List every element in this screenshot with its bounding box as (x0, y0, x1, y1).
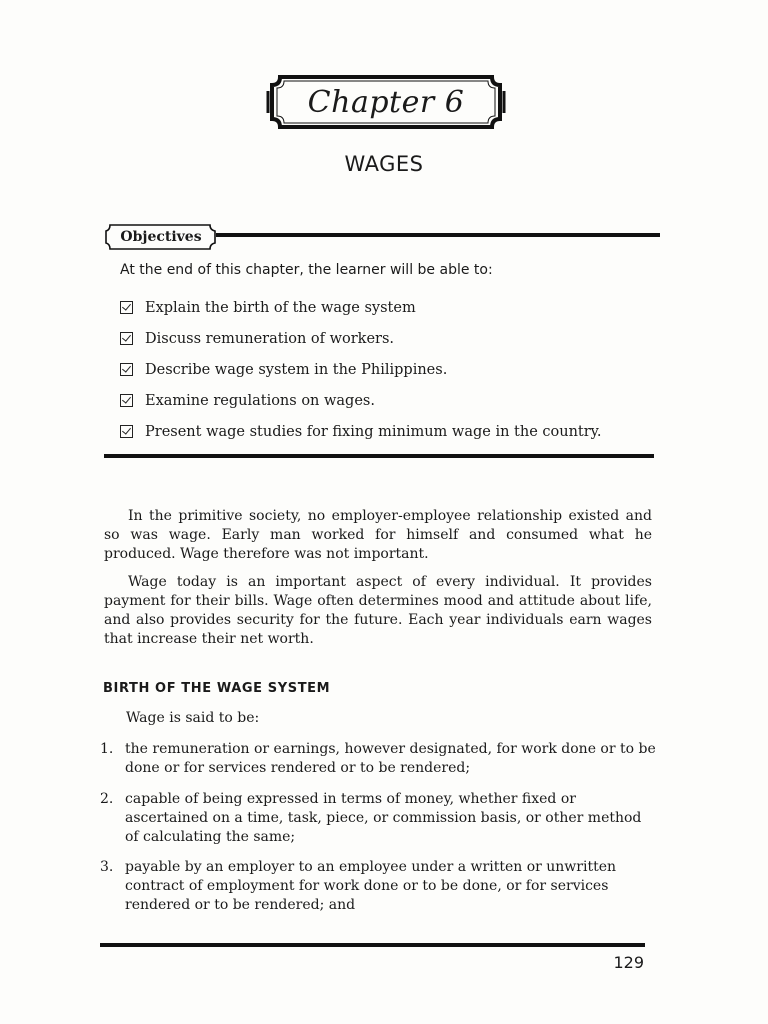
definition-item (100, 740, 656, 778)
objective-item: Present wage studies for fixing minimum wage in the country. (120, 416, 602, 447)
page-number: 129 (613, 953, 644, 972)
checked-box-icon (120, 394, 133, 407)
chapter-title: WAGES (344, 152, 424, 176)
checked-box-icon (120, 363, 133, 376)
item-number: 2. (100, 791, 114, 807)
objectives-top-rule (216, 233, 660, 237)
item-text: capable of being expressed in terms of money, whether fixed or ascertained on a time, task, piece, or commission basis, or other method of calculating the same; (125, 791, 642, 845)
definition-item (100, 858, 656, 915)
objectives-tab (104, 222, 218, 252)
objectives-intro: At the end of this chapter, the learner will be able to: (120, 262, 493, 278)
section-intro: Wage is said to be: (126, 710, 260, 726)
checked-box-icon (120, 425, 133, 438)
checked-box-icon (120, 332, 133, 345)
section-heading: BIRTH OF THE WAGE SYSTEM (103, 681, 331, 696)
item-text: payable by an employer to an employee under a written or unwritten contract of employment for work done or to be done, or for services rendered or to be rendered; and (125, 859, 617, 913)
body-paragraph: In the primitive society, no employer-employee relationship existed and so was wage. Early man worked for himself and consumed what he produced. Wage therefore was not important. (104, 508, 652, 562)
footer-rule (100, 943, 645, 947)
objective-item: Discuss remuneration of workers. (120, 323, 602, 354)
objectives-label: Objectives (120, 229, 202, 245)
chapter-banner (266, 73, 506, 131)
objectives-list (120, 292, 602, 447)
objective-item: Describe wage system in the Philippines. (120, 354, 602, 385)
definition-item (100, 790, 656, 847)
chapter-label: Chapter 6 (307, 84, 465, 120)
item-number: 1. (100, 741, 114, 757)
objective-item: Examine regulations on wages. (120, 385, 602, 416)
item-text: the remuneration or earnings, however designated, for work done or to be done or for services rendered or to be rendered; (125, 741, 656, 776)
checked-box-icon (120, 301, 133, 314)
objective-item: Explain the birth of the wage system (120, 292, 602, 323)
body-paragraph: Wage today is an important aspect of every individual. It provides payment for their bills. Wage often determines mood and attitude about life, and also provides security for the future. Each year individuals earn wages that increase their net worth. (104, 574, 652, 647)
item-number: 3. (100, 859, 114, 875)
objectives-bottom-rule (104, 454, 654, 458)
